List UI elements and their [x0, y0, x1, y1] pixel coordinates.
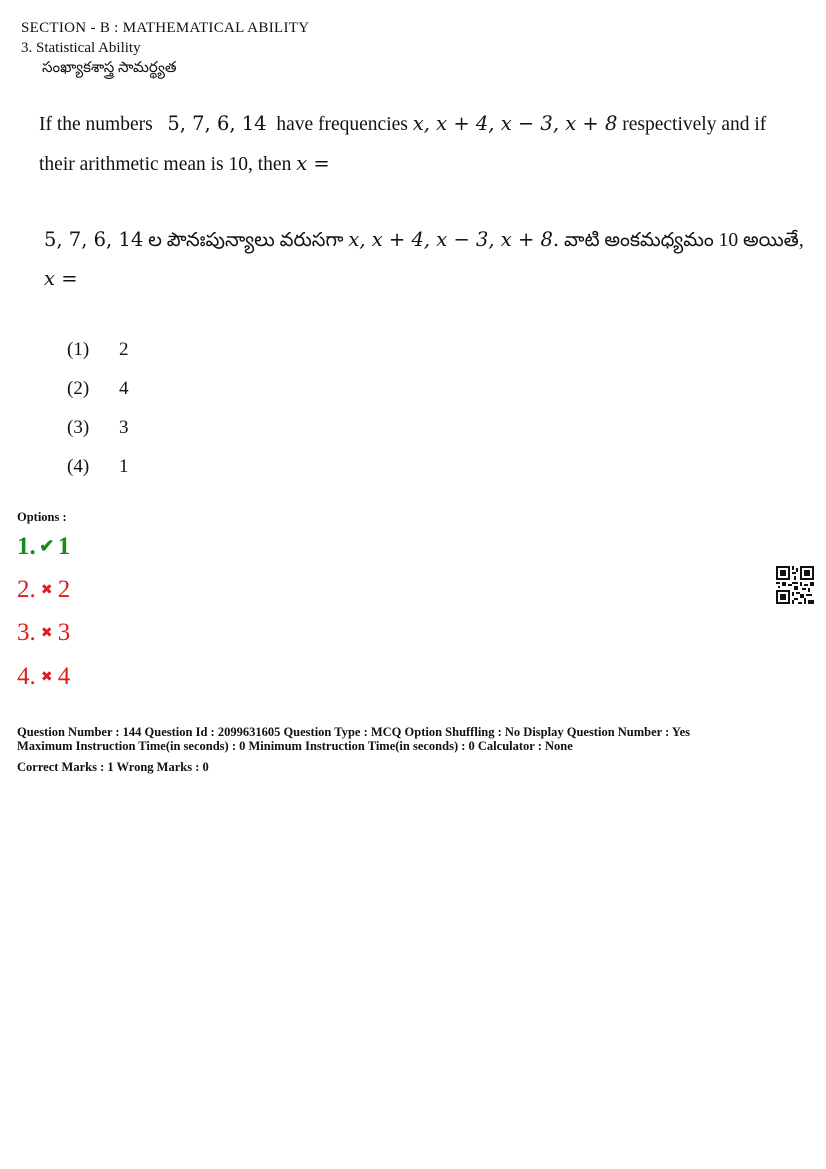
q-te-numbers: 5, 7, 6, 14 [44, 228, 144, 251]
q-te-mid: ల పౌనఃపున్యాలు వరుసగా [148, 230, 344, 251]
choice-value: 3 [119, 417, 129, 438]
check-icon: ✔ [39, 536, 55, 556]
q-te-freqs: x, x + 4, x − 3, x + 8. [348, 228, 560, 251]
option-number: 4. [17, 662, 36, 690]
subsection-title-telugu: సంఖ్యాకశాస్త్ర సామర్థ్యత [42, 60, 177, 76]
choice-value: 1 [119, 456, 129, 477]
q-en-suffix: respectively and if their arithmetic mean is 10, then [39, 114, 767, 175]
choice-value: 4 [119, 378, 129, 399]
choice-number: (1) [67, 339, 90, 360]
q-en-numbers: 5, 7, 6, 14 [167, 112, 267, 135]
q-en-mid: have frequencies [276, 114, 408, 135]
subsection-title: 3. Statistical Ability [21, 40, 141, 56]
marks-info: Correct Marks : 1 Wrong Marks : 0 [17, 760, 209, 774]
choice-value: 2 [119, 339, 129, 360]
q-en-freqs: x, x + 4, x − 3, x + 8 [412, 112, 618, 135]
q-en-var: x = [296, 152, 330, 175]
choice-number: (3) [67, 417, 90, 438]
choice-item [67, 413, 129, 452]
option-value: 4 [57, 662, 71, 690]
choice-number: (4) [67, 456, 90, 477]
option-correct [17, 528, 70, 572]
metadata-line: Question Number : 144 Question Id : 2099631605 Question Type : MCQ Option Shuffling : No Display Question Number : Yes [17, 725, 690, 739]
choice-item [67, 335, 129, 374]
cross-icon: ✖ [40, 669, 53, 685]
choice-number: (2) [67, 378, 90, 399]
section-title: SECTION - B : MATHEMATICAL ABILITY [21, 20, 310, 36]
q-te-var: x = [44, 267, 78, 290]
answer-options [17, 528, 70, 702]
option-value: 1 [57, 533, 71, 560]
option-value: 3 [57, 619, 71, 646]
metadata-line: Maximum Instruction Time(in seconds) : 0 Minimum Instruction Time(in seconds) : 0 Calculator : None [17, 739, 573, 753]
choice-item [67, 374, 129, 413]
question-text-telugu [44, 221, 804, 299]
question-text-english [39, 104, 799, 184]
q-te-suffix: వాటి అంకమధ్యమం 10 అయితే, [564, 230, 804, 251]
option-value: 2 [57, 575, 71, 603]
option-wrong [17, 615, 70, 659]
question-metadata [17, 725, 690, 753]
question-choices [67, 335, 129, 491]
option-wrong [17, 572, 70, 616]
cross-icon: ✖ [40, 626, 53, 641]
cross-icon: ✖ [40, 582, 53, 598]
choice-item [67, 452, 129, 491]
q-en-prefix: If the numbers [39, 114, 153, 135]
option-number: 2. [17, 575, 36, 603]
qr-code-icon [776, 566, 814, 604]
option-number: 3. [17, 619, 36, 646]
options-label: Options : [17, 510, 67, 524]
option-number: 1. [17, 533, 36, 560]
option-wrong [17, 659, 70, 703]
